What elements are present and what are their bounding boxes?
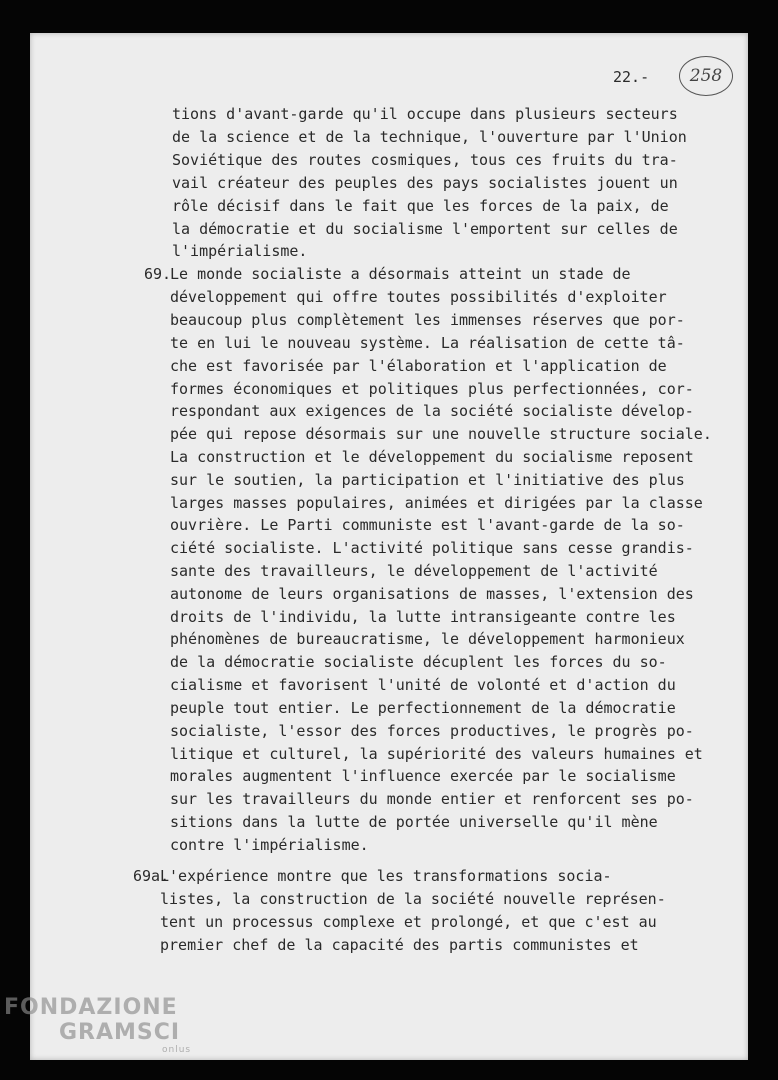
text-line: ouvrière. Le Parti communiste est l'avant-garde de la so- (170, 516, 685, 534)
text-line: droits de l'individu, la lutte intransigeante contre les (170, 608, 676, 626)
text-line: Soviétique des routes cosmiques, tous ces fruits du tra- (172, 151, 678, 169)
text-line: listes, la construction de la société nouvelle représen- (160, 890, 666, 908)
paragraph-number: 69. (144, 265, 172, 283)
text-line: La construction et le développement du socialisme reposent (170, 448, 694, 466)
text-line: cialisme et favorisent l'unité de volonté et d'action du (170, 676, 676, 694)
watermark-line: FONDAZIONE (4, 995, 178, 1020)
page-number: 22.- (613, 68, 650, 86)
text-line: la démocratie et du socialisme l'emportent sur celles de (172, 220, 678, 238)
text-line: tions d'avant-garde qu'il occupe dans plusieurs secteurs (172, 105, 678, 123)
text-line: pée qui repose désormais sur une nouvelle structure sociale. (170, 425, 712, 443)
text-line: de la démocratie socialiste décuplent les forces du so- (170, 653, 667, 671)
text-line: sur le soutien, la participation et l'initiative des plus (170, 471, 685, 489)
text-line: litique et culturel, la supériorité des valeurs humaines et (170, 745, 703, 763)
archive-number-stamp: 258 (679, 56, 733, 96)
watermark-line: GRAMSCI (59, 1020, 181, 1045)
text-line: ciété socialiste. L'activité politique sans cesse grandis- (170, 539, 694, 557)
text-line: socialiste, l'essor des forces productives, le progrès po- (170, 722, 694, 740)
text-line: Le monde socialiste a désormais atteint un stade de (170, 265, 631, 283)
text-line: sur les travailleurs du monde entier et renforcent ses po- (170, 790, 694, 808)
text-line: L'expérience montre que les transformations socia- (160, 867, 612, 885)
text-line: larges masses populaires, animées et dirigées par la classe (170, 494, 703, 512)
text-line: rôle décisif dans le fait que les forces de la paix, de (172, 197, 669, 215)
text-line: phénomènes de bureaucratisme, le développement harmonieux (170, 630, 685, 648)
text-line: contre l'impérialisme. (170, 836, 369, 854)
paragraph-69a (160, 865, 710, 965)
text-line: tent un processus complexe et prolongé, et que c'est au (160, 913, 657, 931)
paragraph-continuation (172, 103, 712, 263)
text-line: peuple tout entier. Le perfectionnement de la démocratie (170, 699, 676, 717)
paragraph-69 (170, 263, 715, 853)
text-line: morales augmentent l'influence exercée par le socialisme (170, 767, 676, 785)
text-line: sitions dans la lutte de portée universelle qu'il mène (170, 813, 658, 831)
text-line: développement qui offre toutes possibilités d'exploiter (170, 288, 667, 306)
text-line: autonome de leurs organisations de masses, l'extension des (170, 585, 694, 603)
text-line: beaucoup plus complètement les immenses réserves que por- (170, 311, 685, 329)
text-line: te en lui le nouveau système. La réalisation de cette tâ- (170, 334, 685, 352)
paragraph-number: 69a. (133, 867, 170, 885)
text-line: l'impérialisme. (172, 242, 308, 260)
text-line: formes économiques et politiques plus perfectionnées, cor- (170, 380, 694, 398)
watermark-line: onlus (162, 1045, 192, 1055)
text-line: vail créateur des peuples des pays socialistes jouent un (172, 174, 678, 192)
text-line: respondant aux exigences de la société socialiste dévelop- (170, 402, 694, 420)
text-line: sante des travailleurs, le développement de l'activité (170, 562, 658, 580)
text-line: che est favorisée par l'élaboration et l'application de (170, 357, 667, 375)
fondazione-gramsci-watermark (4, 995, 191, 1055)
text-line: premier chef de la capacité des partis communistes et (160, 936, 639, 954)
text-line: de la science et de la technique, l'ouverture par l'Union (172, 128, 687, 146)
